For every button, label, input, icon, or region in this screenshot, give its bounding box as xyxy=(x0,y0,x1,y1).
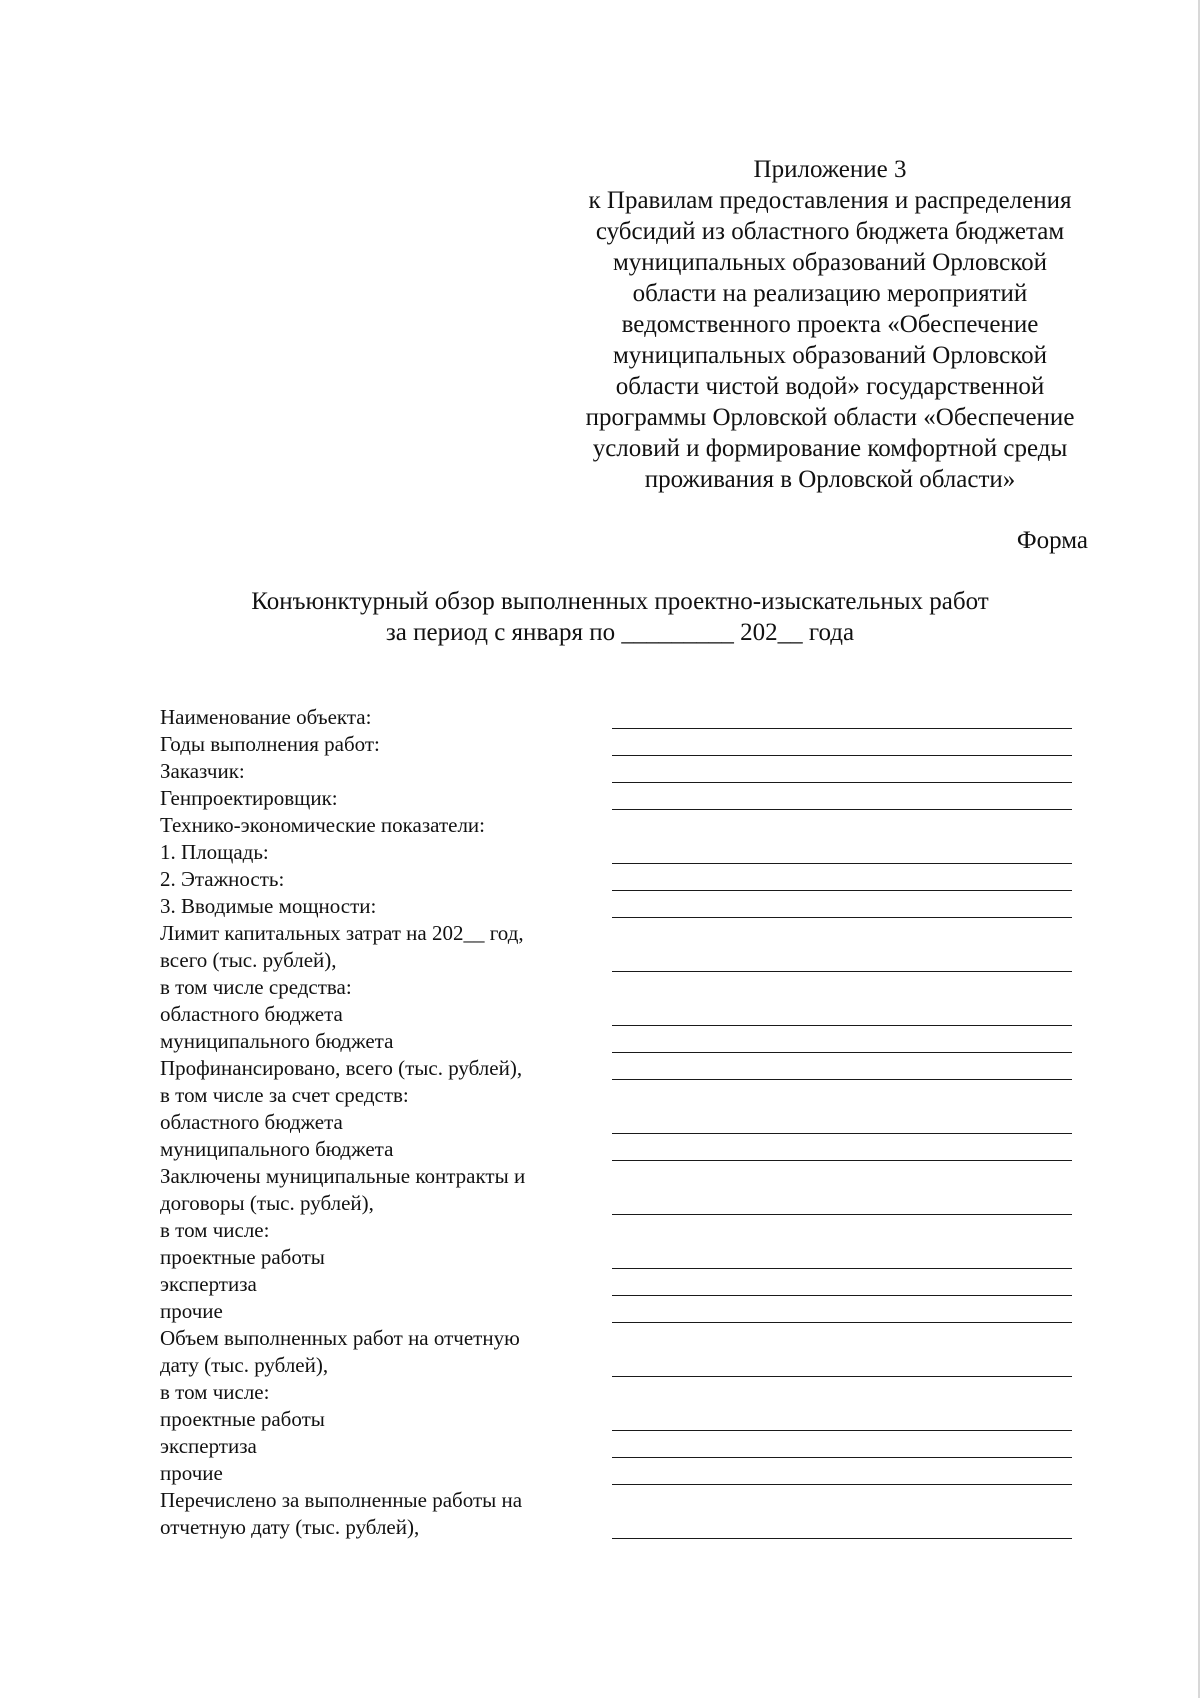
form-label: прочие xyxy=(160,1461,223,1485)
fill-line-work-expertise[interactable] xyxy=(612,1457,1072,1458)
form-label: 2. Этажность: xyxy=(160,867,285,891)
form-label: Профинансировано, всего (тыс. рублей), xyxy=(160,1056,523,1080)
form-label: Наименование объекта: xyxy=(160,705,372,729)
fill-line-contracts-other[interactable] xyxy=(612,1322,1072,1323)
form-label: экспертиза xyxy=(160,1272,257,1296)
fill-line-financed-total[interactable] xyxy=(612,1079,1072,1080)
fill-line-limit-regional[interactable] xyxy=(612,1025,1072,1026)
form-label: Заключены муниципальные контракты и xyxy=(160,1164,526,1188)
appendix-line: Приложение 3 xyxy=(753,156,907,183)
appendix-header xyxy=(560,154,1100,495)
fill-line-financed-regional[interactable] xyxy=(612,1133,1072,1134)
appendix-line: субсидий из областного бюджета бюджетам xyxy=(595,218,1065,245)
forma-label: Форма xyxy=(1016,527,1088,554)
fill-line-transferred-total[interactable] xyxy=(612,1538,1072,1539)
form-label: в том числе: xyxy=(160,1218,270,1242)
form-label: проектные работы xyxy=(160,1407,325,1431)
form-label: проектные работы xyxy=(160,1245,325,1269)
appendix-line: проживания в Орловской области» xyxy=(644,466,1016,493)
form-label: областного бюджета xyxy=(160,1002,343,1026)
form-label: всего (тыс. рублей), xyxy=(160,948,337,972)
form-label: муниципального бюджета xyxy=(160,1137,394,1161)
form-label: 3. Вводимые мощности: xyxy=(160,894,377,918)
fill-line-general-designer[interactable] xyxy=(612,809,1072,810)
appendix-line: к Правилам предоставления и распределения xyxy=(588,187,1072,214)
fill-line-customer[interactable] xyxy=(612,782,1072,783)
form-label: Технико-экономические показатели: xyxy=(160,813,485,837)
form-label: в том числе средства: xyxy=(160,975,352,999)
form-label: Годы выполнения работ: xyxy=(160,732,380,756)
form-label: 1. Площадь: xyxy=(160,840,269,864)
form-label: прочие xyxy=(160,1299,223,1323)
form-label: областного бюджета xyxy=(160,1110,343,1134)
form-label: Генпроектировщик: xyxy=(160,786,338,810)
form-label: экспертиза xyxy=(160,1434,257,1458)
fill-line-work-design[interactable] xyxy=(612,1430,1072,1431)
fill-line-floors[interactable] xyxy=(612,890,1072,891)
title-line-2: за период с января по _________ 202__ года xyxy=(385,619,855,646)
form-label: Перечислено за выполненные работы на xyxy=(160,1488,523,1512)
fill-line-years[interactable] xyxy=(612,755,1072,756)
fill-line-area[interactable] xyxy=(612,863,1072,864)
form-label: в том числе за счет средств: xyxy=(160,1083,409,1107)
form-label: Заказчик: xyxy=(160,759,245,783)
appendix-line: муниципальных образований Орловской xyxy=(612,342,1048,369)
title-line-1: Конъюнктурный обзор выполненных проектно-изыскательных работ xyxy=(251,588,989,615)
fill-line-work-volume-total[interactable] xyxy=(612,1376,1072,1377)
form-label: Лимит капитальных затрат на 202__ год, xyxy=(160,921,524,945)
appendix-line: условий и формирование комфортной среды xyxy=(592,435,1068,462)
fill-line-work-other[interactable] xyxy=(612,1484,1072,1485)
fill-line-capital-limit-total[interactable] xyxy=(612,971,1072,972)
form-label: муниципального бюджета xyxy=(160,1029,394,1053)
form-label: договоры (тыс. рублей), xyxy=(160,1191,374,1215)
fill-line-contracts-total[interactable] xyxy=(612,1214,1072,1215)
appendix-line: программы Орловской области «Обеспечение xyxy=(585,404,1075,431)
fill-line-contracts-expertise[interactable] xyxy=(612,1295,1072,1296)
fill-line-capacity[interactable] xyxy=(612,917,1072,918)
form-label: отчетную дату (тыс. рублей), xyxy=(160,1515,420,1539)
fill-line-contracts-design[interactable] xyxy=(612,1268,1072,1269)
appendix-line: муниципальных образований Орловской xyxy=(612,249,1048,276)
document-title xyxy=(120,586,1120,648)
form-label: в том числе: xyxy=(160,1380,270,1404)
appendix-line: области на реализацию мероприятий xyxy=(632,280,1028,307)
appendix-line: области чистой водой» государственной xyxy=(615,373,1045,400)
fill-line-object-name[interactable] xyxy=(612,728,1072,729)
form-label: дату (тыс. рублей), xyxy=(160,1353,329,1377)
appendix-line: ведомственного проекта «Обеспечение xyxy=(621,311,1039,338)
fill-line-limit-municipal[interactable] xyxy=(612,1052,1072,1053)
fill-line-financed-municipal[interactable] xyxy=(612,1160,1072,1161)
form-label: Объем выполненных работ на отчетную xyxy=(160,1326,520,1350)
